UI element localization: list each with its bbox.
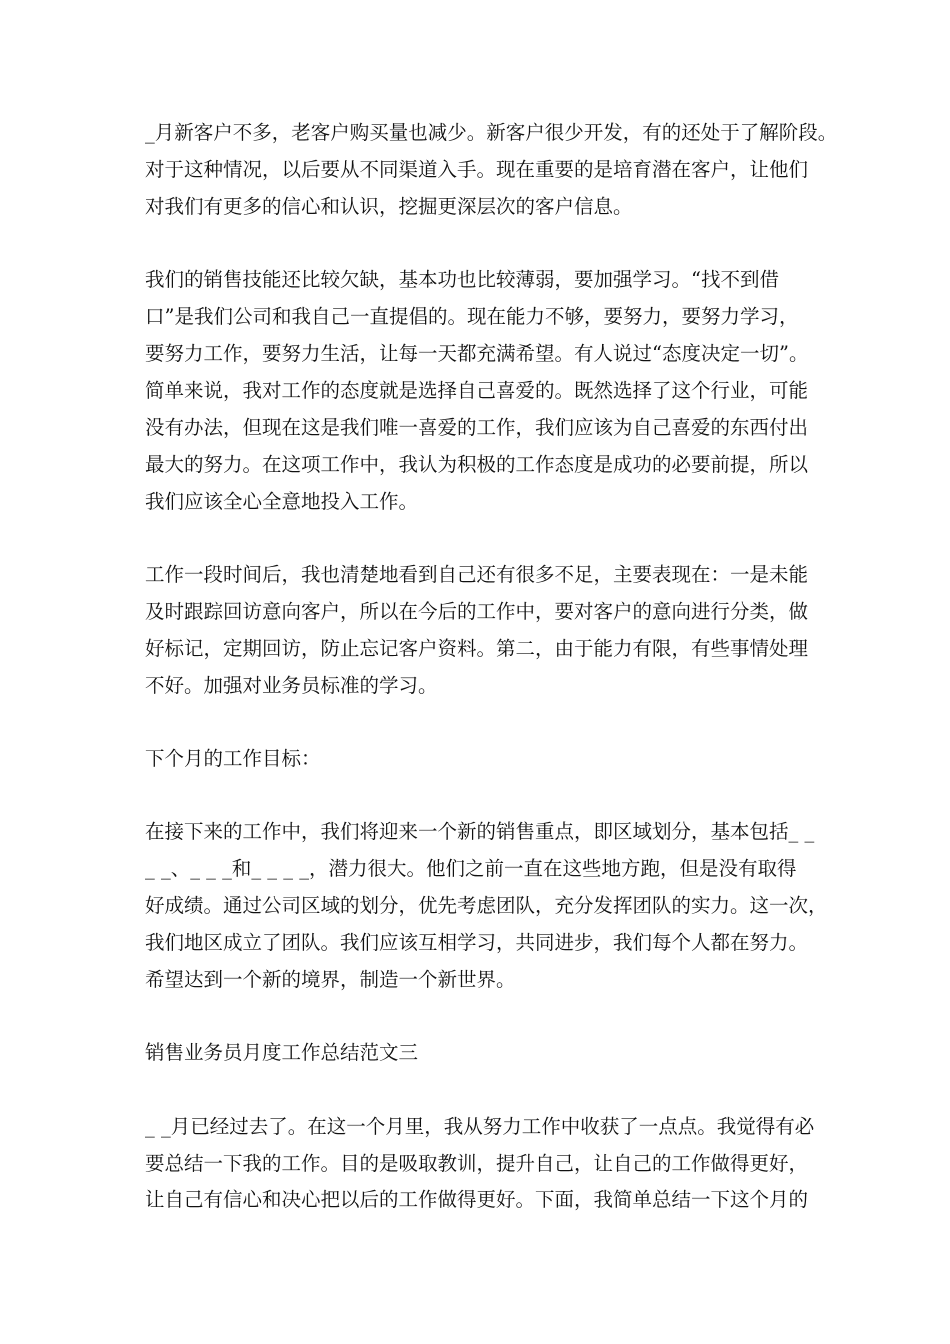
- text-line: 好标记，定期回访，防止忘记客户资料。第二，由于能力有限，有些事情处理: [145, 636, 809, 660]
- section-heading-sample-three: [145, 1035, 845, 1072]
- text-line: 没有办法，但现在这是我们唯一喜爱的工作，我们应该为自己喜爱的东西付出: [145, 415, 809, 439]
- text-line: 对于这种情况，以后要从不同渠道入手。现在重要的是培育潜在客户，让他们: [145, 157, 809, 181]
- text-line: 希望达到一个新的境界，制造一个新世界。: [145, 967, 516, 991]
- paragraph-new-customers: [145, 115, 845, 226]
- text-line: 不好。加强对业务员标准的学习。: [145, 673, 438, 697]
- text-line: _ _、_ _ _和_ _ _ _，潜力很大。他们之前一直在这些地方跑，但是没有取得: [145, 857, 797, 881]
- text-line: 在接下来的工作中，我们将迎来一个新的销售重点，即区域划分，基本包括_ _: [145, 820, 815, 844]
- text-line: 对我们有更多的信心和认识，挖掘更深层次的客户信息。: [145, 194, 633, 218]
- text-line: 口”是我们公司和我自己一直提倡的。现在能力不够，要努力，要努力学习，: [145, 305, 799, 329]
- document-page: [145, 115, 845, 1256]
- text-line: 我们应该全心全意地投入工作。: [145, 489, 419, 513]
- paragraph-shortcomings: [145, 557, 845, 705]
- text-line: 及时跟踪回访意向客户，所以在今后的工作中，要对客户的意向进行分类，做: [145, 599, 809, 623]
- section-heading-next-month-goals: [145, 741, 845, 778]
- text-line: 最大的努力。在这项工作中，我认为积极的工作态度是成功的必要前提，所以: [145, 452, 809, 476]
- paragraph-regional-division: [145, 814, 845, 998]
- heading-line: 下个月的工作目标：: [145, 746, 321, 770]
- text-line: _ _月已经过去了。在这一个月里，我从努力工作中收获了一点点。我觉得有必: [145, 1114, 815, 1138]
- text-line: 要努力工作，要努力生活，让每一天都充满希望。有人说过“态度决定一切”。: [145, 341, 809, 365]
- text-line: 要总结一下我的工作。目的是吸取教训，提升自己，让自己的工作做得更好，: [145, 1151, 809, 1175]
- text-line: 简单来说，我对工作的态度就是选择自己喜爱的。既然选择了这个行业，可能: [145, 378, 809, 402]
- paragraph-month-summary: [145, 1109, 845, 1220]
- text-line: 工作一段时间后，我也清楚地看到自己还有很多不足，主要表现在：一是未能: [145, 562, 809, 586]
- text-line: 我们的销售技能还比较欠缺，基本功也比较薄弱，要加强学习。“找不到借: [145, 268, 779, 292]
- text-line: _月新客户不多，老客户购买量也减少。新客户很少开发，有的还处于了解阶段。: [145, 121, 838, 144]
- heading-line: 销售业务员月度工作总结范文三: [145, 1041, 419, 1065]
- text-line: 让自己有信心和决心把以后的工作做得更好。下面，我简单总结一下这个月的: [145, 1188, 809, 1212]
- text-line: 我们地区成立了团队。我们应该互相学习，共同进步，我们每个人都在努力。: [145, 931, 809, 955]
- text-line: 好成绩。通过公司区域的划分，优先考虑团队，充分发挥团队的实力。这一次，: [145, 894, 828, 918]
- paragraph-sales-skills: [145, 262, 845, 520]
